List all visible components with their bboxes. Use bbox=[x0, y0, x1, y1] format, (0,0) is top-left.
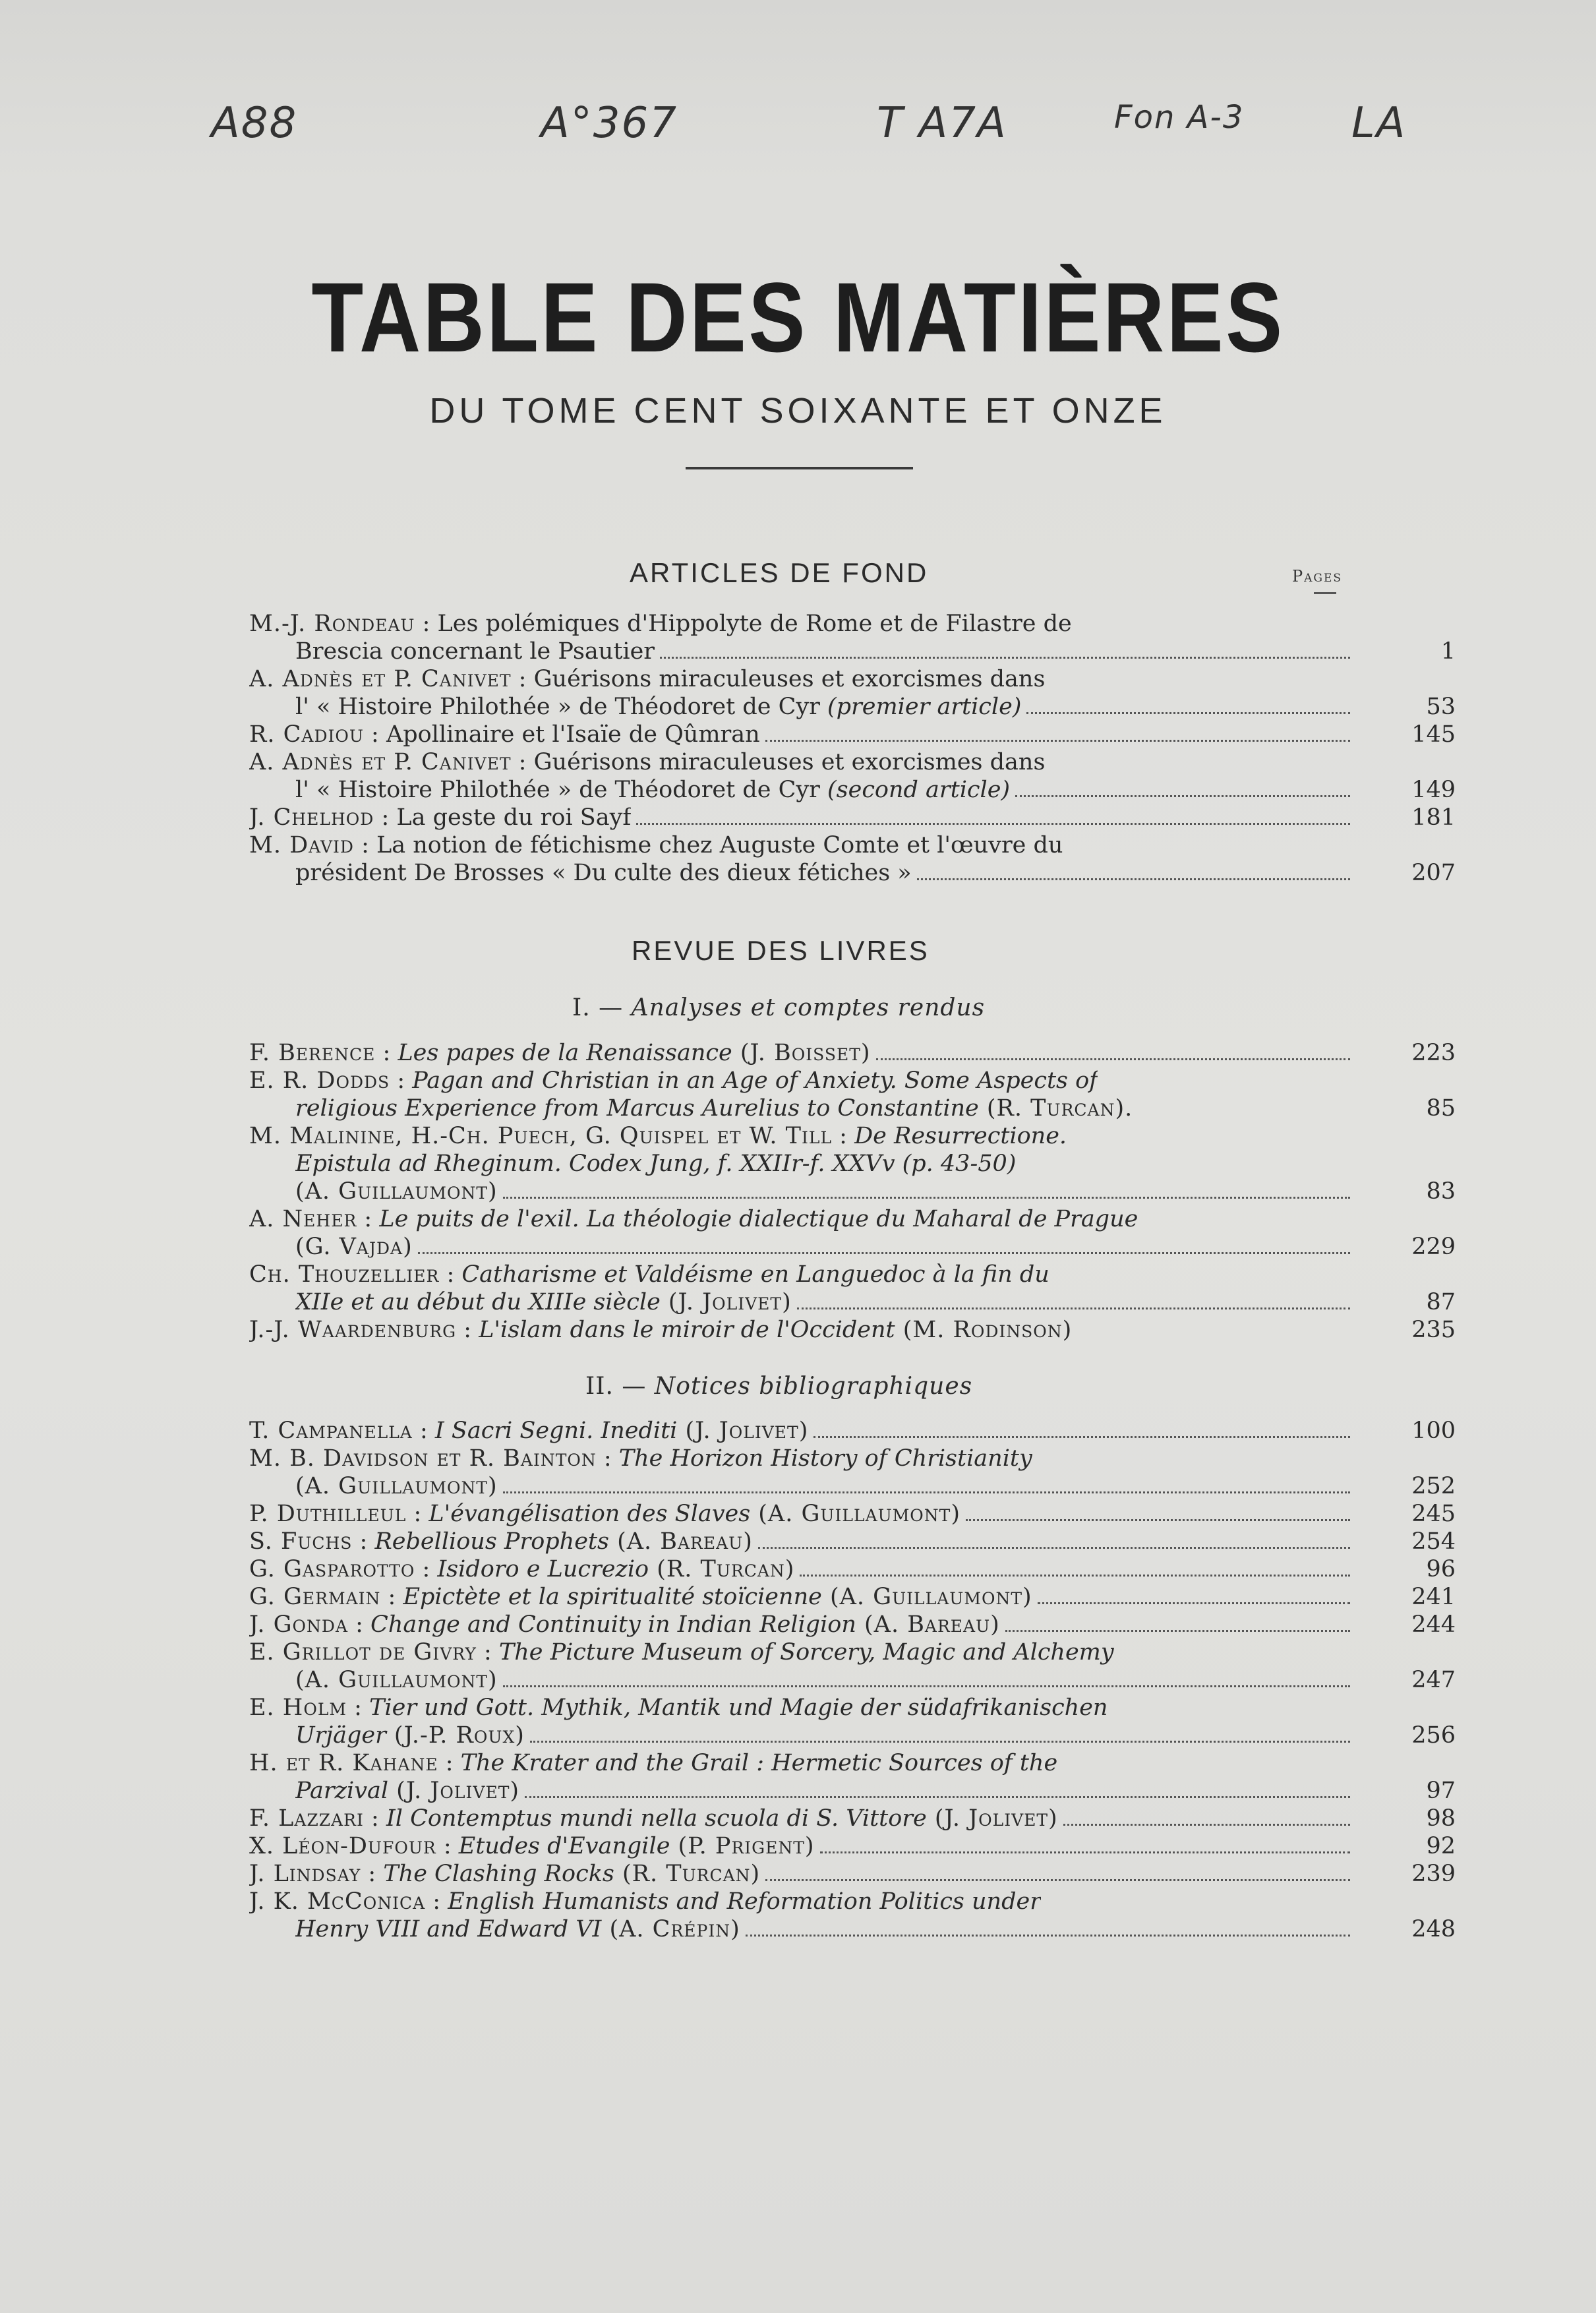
dot-leader bbox=[1015, 795, 1350, 797]
articles-list bbox=[249, 610, 1456, 887]
entry-title-cont: Henry VIII and Edward VI bbox=[295, 1916, 602, 1942]
page-number: 83 bbox=[1426, 1178, 1456, 1205]
separator: : bbox=[476, 1639, 499, 1666]
entry-reviewer: (A. Guillaumont) bbox=[821, 1584, 1032, 1610]
entry-author: Ch. Thouzellier bbox=[249, 1261, 440, 1288]
entry-title: : La geste du roi Sayf bbox=[374, 804, 632, 831]
entry-author: R. Cadiou bbox=[249, 721, 364, 748]
part1-title: Analyses et comptes rendus bbox=[631, 994, 986, 1021]
entry-reviewer: (J. Jolivet) bbox=[677, 1418, 809, 1444]
separator: : bbox=[456, 1317, 479, 1343]
separator: : bbox=[425, 1888, 448, 1915]
entry-reviewer: (P. Prigent) bbox=[670, 1833, 815, 1859]
list-item bbox=[249, 1888, 1456, 1943]
entry-reviewer: (R. Turcan). bbox=[978, 1095, 1133, 1122]
list-item bbox=[249, 804, 1456, 831]
page-number: 235 bbox=[1411, 1317, 1456, 1343]
entry-author: P. Duthilleul bbox=[249, 1501, 407, 1527]
entry-note: (premier article) bbox=[819, 694, 1022, 720]
page-number: 254 bbox=[1411, 1528, 1456, 1555]
page-number: 248 bbox=[1411, 1916, 1456, 1942]
page-number: 241 bbox=[1411, 1584, 1456, 1610]
list-item bbox=[249, 1316, 1456, 1344]
list-item bbox=[249, 1860, 1456, 1888]
entry-title: Change and Continuity in Indian Religion bbox=[370, 1611, 856, 1638]
entry-reviewer: (M. Rodinson) bbox=[895, 1317, 1073, 1343]
list-item bbox=[249, 721, 1456, 748]
entry-note: (second article) bbox=[819, 777, 1011, 803]
entry-author: G. Germain bbox=[249, 1584, 381, 1610]
separator: : bbox=[406, 1501, 429, 1527]
page-number: 145 bbox=[1411, 721, 1456, 748]
separator: : bbox=[348, 1611, 371, 1638]
title-rule bbox=[686, 467, 913, 469]
entry-title: L'islam dans le miroir de l'Occident bbox=[479, 1317, 895, 1343]
part2-title: Notices bibliographiques bbox=[654, 1373, 973, 1400]
dot-leader bbox=[1063, 1824, 1350, 1826]
list-item bbox=[249, 831, 1456, 887]
entry-title-cont: Epistula ad Rheginum. Codex Jung, f. XXIIr-f. XXVv (p. 43-50) bbox=[295, 1151, 1017, 1177]
dot-leader bbox=[503, 1685, 1350, 1687]
page-number: 87 bbox=[1426, 1289, 1456, 1315]
entry-reviewer: (A. Bareau) bbox=[856, 1611, 1000, 1638]
list-item bbox=[249, 610, 1456, 665]
page-number: 223 bbox=[1411, 1040, 1456, 1066]
entry-reviewer: (J. Jolivet) bbox=[660, 1289, 792, 1315]
separator: : bbox=[347, 1695, 370, 1721]
entry-title: Il Contemptus mundi nella scuola di S. Vittore bbox=[386, 1805, 927, 1832]
separator: : bbox=[415, 1556, 438, 1582]
entry-author: E. R. Dodds bbox=[249, 1067, 390, 1094]
list-item bbox=[249, 1261, 1456, 1316]
entry-title-cont: Urjäger bbox=[295, 1722, 386, 1749]
dot-leader bbox=[876, 1058, 1350, 1060]
entry-title: Rebellious Prophets bbox=[374, 1528, 609, 1555]
separator: : bbox=[436, 1833, 459, 1859]
dot-leader bbox=[758, 1547, 1350, 1549]
entry-title-cont: président De Brosses « Du culte des dieux fétiches » bbox=[295, 860, 912, 886]
entry-title: : Apollinaire et l'Isaïe de Qûmran bbox=[363, 721, 760, 748]
page-number: 245 bbox=[1411, 1501, 1456, 1527]
entry-title: L'évangélisation des Slaves bbox=[429, 1501, 751, 1527]
dot-leader bbox=[660, 657, 1350, 659]
entry-title: The Krater and the Grail : Hermetic Sources of the bbox=[460, 1750, 1058, 1776]
part2-heading bbox=[585, 1373, 972, 1400]
list-item bbox=[249, 1638, 1456, 1694]
dot-leader bbox=[636, 823, 1350, 825]
entry-author: A. Neher bbox=[249, 1206, 357, 1232]
entry-title: Pagan and Christian in an Age of Anxiety. Some Aspects of bbox=[412, 1067, 1098, 1094]
separator: : bbox=[352, 1528, 375, 1555]
page-number: 53 bbox=[1426, 694, 1456, 720]
entry-title-cont: l' « Histoire Philothée » de Théodoret de Cyr bbox=[295, 777, 820, 803]
entry-reviewer: (R. Turcan) bbox=[614, 1861, 761, 1887]
list-item bbox=[249, 1749, 1456, 1805]
page-number: 181 bbox=[1411, 804, 1456, 831]
revue-heading: REVUE DES LIVRES bbox=[632, 935, 930, 966]
dot-leader bbox=[1038, 1602, 1350, 1604]
dot-leader bbox=[917, 878, 1350, 880]
handwritten-note-1: A88 bbox=[211, 99, 298, 148]
list-item bbox=[249, 1832, 1456, 1860]
list-item bbox=[249, 1694, 1456, 1749]
list-item bbox=[249, 665, 1456, 721]
separator: : bbox=[832, 1123, 855, 1149]
handwritten-note-5: LA bbox=[1351, 99, 1407, 148]
notices-list bbox=[249, 1417, 1456, 1943]
part1-heading bbox=[572, 994, 985, 1021]
dot-leader bbox=[797, 1307, 1350, 1309]
list-item bbox=[249, 748, 1456, 804]
page-number: 97 bbox=[1426, 1778, 1456, 1804]
entry-title: Tier und Gott. Mythik, Mantik und Magie der südafrikanischen bbox=[369, 1695, 1108, 1721]
page-number: 247 bbox=[1411, 1667, 1456, 1693]
dot-leader bbox=[418, 1252, 1350, 1254]
entry-title: Catharisme et Valdéisme en Languedoc à la fin du bbox=[461, 1261, 1049, 1288]
entry-author: M. Malinine, H.-Ch. Puech, G. Quispel et W. Till bbox=[249, 1123, 833, 1149]
handwritten-note-2: A°367 bbox=[541, 99, 678, 148]
dot-leader bbox=[1005, 1630, 1350, 1632]
entry-reviewer: (R. Turcan) bbox=[649, 1556, 795, 1582]
dot-leader bbox=[820, 1851, 1350, 1853]
entry-title: I Sacri Segni. Inediti bbox=[434, 1418, 678, 1444]
entry-title: : Guérisons miraculeuses et exorcismes dans bbox=[511, 749, 1046, 775]
page-number: 239 bbox=[1411, 1861, 1456, 1887]
page-title: TABLE DES MATIÈRES bbox=[311, 262, 1285, 373]
entry-reviewer: (J. Jolivet) bbox=[926, 1805, 1058, 1832]
handwritten-note-3: T A7A bbox=[877, 99, 1007, 148]
page-number: 96 bbox=[1426, 1556, 1456, 1582]
list-item bbox=[249, 1067, 1456, 1122]
list-item bbox=[249, 1205, 1456, 1261]
entry-title: Les papes de la Renaissance bbox=[398, 1040, 732, 1066]
entry-author: H. et R. Kahane bbox=[249, 1750, 438, 1776]
entry-author: J.-J. Waardenburg bbox=[249, 1317, 457, 1343]
dot-leader bbox=[746, 1935, 1350, 1937]
entry-reviewer: (A. Bareau) bbox=[608, 1528, 753, 1555]
separator: : bbox=[438, 1750, 461, 1776]
dot-leader bbox=[503, 1197, 1350, 1199]
entry-author: F. Lazzari bbox=[249, 1805, 364, 1832]
list-item bbox=[249, 1805, 1456, 1832]
separator: : bbox=[596, 1445, 619, 1472]
part1-number: I. — bbox=[572, 994, 632, 1021]
page-number: 100 bbox=[1411, 1418, 1456, 1444]
entry-title-cont: l' « Histoire Philothée » de Théodoret de Cyr bbox=[295, 694, 820, 720]
entry-author: E. Grillot de Givry bbox=[249, 1639, 477, 1666]
list-item bbox=[249, 1445, 1456, 1500]
entry-title-cont: Parzival bbox=[295, 1778, 389, 1804]
separator: : bbox=[380, 1584, 403, 1610]
entry-title: Etudes d'Evangile bbox=[458, 1833, 670, 1859]
entry-title: The Clashing Rocks bbox=[383, 1861, 614, 1887]
separator: : bbox=[412, 1418, 435, 1444]
entry-reviewer: (J. Boisset) bbox=[732, 1040, 871, 1066]
page-number: 244 bbox=[1411, 1611, 1456, 1638]
list-item bbox=[249, 1528, 1456, 1555]
page-number: 92 bbox=[1426, 1833, 1456, 1859]
entry-reviewer: (A. Guillaumont) bbox=[750, 1501, 961, 1527]
page-number: 252 bbox=[1411, 1473, 1456, 1499]
separator: : bbox=[357, 1206, 380, 1232]
entry-author: G. Gasparotto bbox=[249, 1556, 415, 1582]
entry-title-cont: religious Experience from Marcus Aurelius to Constantine bbox=[295, 1095, 979, 1122]
dot-leader bbox=[525, 1796, 1350, 1798]
entry-title: De Resurrectione. bbox=[854, 1123, 1067, 1149]
list-item bbox=[249, 1417, 1456, 1445]
entry-author: X. Léon-Dufour bbox=[249, 1833, 436, 1859]
entry-author: M. B. Davidson et R. Bainton bbox=[249, 1445, 597, 1472]
dot-leader bbox=[966, 1519, 1350, 1521]
entry-author: J. Lindsay bbox=[249, 1861, 361, 1887]
dot-leader bbox=[503, 1491, 1350, 1493]
entry-author: A. Adnès et P. Canivet bbox=[249, 666, 512, 692]
pages-column-label: Pages bbox=[1292, 567, 1343, 586]
handwritten-note-4: Fon A-3 bbox=[1114, 99, 1245, 136]
entry-title: Epictète et la spiritualité stoïcienne bbox=[403, 1584, 822, 1610]
entry-title: : Guérisons miraculeuses et exorcismes dans bbox=[511, 666, 1046, 692]
entry-author: M.-J. Rondeau bbox=[249, 611, 415, 637]
dot-leader bbox=[765, 1879, 1350, 1881]
dot-leader bbox=[1026, 712, 1350, 714]
part2-number: II. — bbox=[585, 1373, 655, 1400]
separator: : bbox=[439, 1261, 462, 1288]
separator: : bbox=[361, 1861, 384, 1887]
separator: : bbox=[363, 1805, 386, 1832]
entry-reviewer: (A. Guillaumont) bbox=[295, 1667, 498, 1693]
dot-leader bbox=[800, 1575, 1350, 1577]
list-item bbox=[249, 1500, 1456, 1528]
entry-title-cont: Brescia concernant le Psautier bbox=[295, 638, 655, 665]
entry-title: The Picture Museum of Sorcery, Magic and Alchemy bbox=[498, 1639, 1114, 1666]
analyses-list bbox=[249, 1039, 1456, 1344]
dot-leader bbox=[813, 1436, 1350, 1438]
page-number: 85 bbox=[1426, 1095, 1456, 1122]
page-number: 256 bbox=[1411, 1722, 1456, 1749]
entry-reviewer: (J. Jolivet) bbox=[388, 1778, 520, 1804]
entry-title: : Les polémiques d'Hippolyte de Rome et de Filastre de bbox=[415, 611, 1072, 637]
page-number: 207 bbox=[1411, 860, 1456, 886]
page-number: 149 bbox=[1411, 777, 1456, 803]
entry-title: : La notion de fétichisme chez Auguste Comte et l'œuvre du bbox=[353, 832, 1063, 858]
dot-leader bbox=[765, 740, 1350, 742]
list-item bbox=[249, 1039, 1456, 1067]
entry-author: M. David bbox=[249, 832, 354, 858]
entry-author: S. Fuchs bbox=[249, 1528, 353, 1555]
pages-column-rule bbox=[1314, 592, 1336, 594]
list-item bbox=[249, 1583, 1456, 1611]
entry-reviewer: (G. Vajda) bbox=[295, 1234, 413, 1260]
separator: : bbox=[390, 1067, 413, 1094]
entry-author: E. Holm bbox=[249, 1695, 347, 1721]
page-subtitle: DU TOME CENT SOIXANTE ET ONZE bbox=[429, 391, 1167, 431]
list-item bbox=[249, 1611, 1456, 1638]
entry-reviewer: (A. Crépin) bbox=[601, 1916, 740, 1942]
entry-author: J. K. McConica bbox=[249, 1888, 426, 1915]
entry-title: Isidoro e Lucrezio bbox=[437, 1556, 649, 1582]
entry-author: F. Berence bbox=[249, 1040, 376, 1066]
entry-title-cont: XIIe et au début du XIIIe siècle bbox=[295, 1289, 661, 1315]
page-number: 229 bbox=[1411, 1234, 1456, 1260]
list-item bbox=[249, 1122, 1456, 1205]
dot-leader bbox=[530, 1741, 1350, 1743]
entry-reviewer: (A. Guillaumont) bbox=[295, 1178, 498, 1205]
page-number: 1 bbox=[1440, 638, 1456, 665]
entry-author: T. Campanella bbox=[249, 1418, 413, 1444]
separator: : bbox=[375, 1040, 398, 1066]
entry-title: Le puits de l'exil. La théologie dialectique du Maharal de Prague bbox=[379, 1206, 1138, 1232]
articles-heading: ARTICLES DE FOND bbox=[630, 557, 929, 588]
entry-reviewer: (A. Guillaumont) bbox=[295, 1473, 498, 1499]
page-number: 98 bbox=[1426, 1805, 1456, 1832]
entry-author: A. Adnès et P. Canivet bbox=[249, 749, 512, 775]
entry-author: J. Gonda bbox=[249, 1611, 348, 1638]
list-item bbox=[249, 1555, 1456, 1583]
entry-author: J. Chelhod bbox=[249, 804, 374, 831]
entry-title: English Humanists and Reformation Politics under bbox=[448, 1888, 1041, 1915]
entry-reviewer: (J.-P. Roux) bbox=[386, 1722, 525, 1749]
entry-title: The Horizon History of Christianity bbox=[618, 1445, 1032, 1472]
